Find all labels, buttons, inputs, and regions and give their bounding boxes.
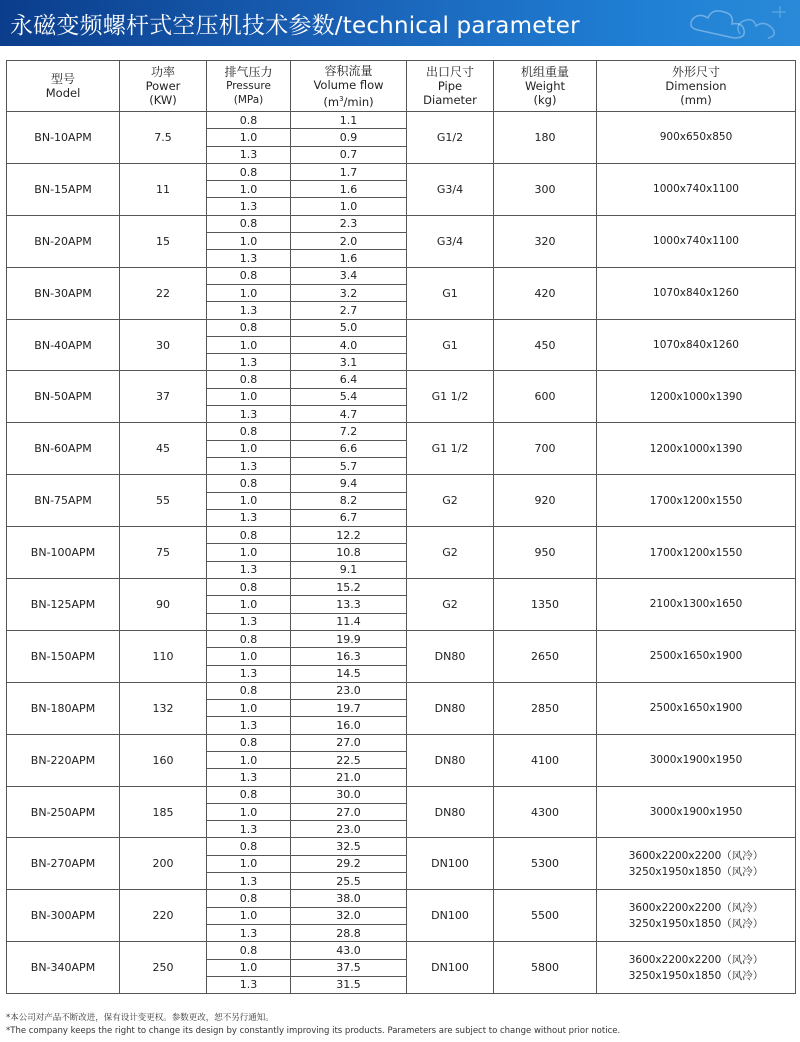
model-cell: BN-270APM xyxy=(7,838,120,890)
flow-cell: 32.5 xyxy=(291,838,407,855)
power-cell: 185 xyxy=(120,786,207,838)
dimension-cell xyxy=(597,890,796,942)
header-pipe xyxy=(407,61,494,112)
dimension-cell xyxy=(597,215,796,267)
table-row xyxy=(7,215,796,232)
dimension-cell xyxy=(597,630,796,682)
dimension-line: 1200x1000x1390 xyxy=(649,390,743,403)
table-row xyxy=(7,371,796,388)
table-header-row xyxy=(7,61,796,112)
pressure-cell: 1.0 xyxy=(207,544,291,561)
footnote-cn: *本公司对产品不断改进，保有设计变更权。参数更改，恕不另行通知。 xyxy=(6,1013,274,1023)
model-cell: BN-30APM xyxy=(7,267,120,319)
flow-cell: 14.5 xyxy=(291,665,407,682)
pressure-cell: 1.0 xyxy=(207,181,291,198)
header-pressure-en: Pressure xyxy=(226,80,271,92)
flow-cell: 1.6 xyxy=(291,181,407,198)
table-row xyxy=(7,734,796,751)
model-cell: BN-300APM xyxy=(7,890,120,942)
model-cell: BN-20APM xyxy=(7,215,120,267)
flow-cell: 2.3 xyxy=(291,215,407,232)
flow-cell: 2.0 xyxy=(291,233,407,250)
dimension-cell xyxy=(597,682,796,734)
pressure-cell: 0.8 xyxy=(207,579,291,596)
pressure-cell: 1.3 xyxy=(207,146,291,163)
header-dimension xyxy=(597,61,796,112)
pressure-cell: 0.8 xyxy=(207,163,291,180)
flow-cell: 21.0 xyxy=(291,769,407,786)
title-banner xyxy=(0,0,800,46)
weight-cell: 420 xyxy=(494,267,597,319)
dimension-line: 3000x1900x1950 xyxy=(649,806,743,819)
model-cell: BN-125APM xyxy=(7,579,120,631)
pressure-cell: 1.0 xyxy=(207,492,291,509)
power-cell: 7.5 xyxy=(120,112,207,164)
pipe-cell: DN80 xyxy=(407,682,494,734)
flow-cell: 5.7 xyxy=(291,457,407,474)
header-pipe-cn: 出口尺寸 xyxy=(425,65,474,79)
dimension-cell xyxy=(597,371,796,423)
pressure-cell: 1.0 xyxy=(207,284,291,301)
pipe-cell: G1 xyxy=(407,267,494,319)
pipe-cell: G3/4 xyxy=(407,163,494,215)
pressure-cell: 1.0 xyxy=(207,129,291,146)
weight-cell: 1350 xyxy=(494,579,597,631)
table-row xyxy=(7,579,796,596)
dimension-cell xyxy=(597,163,796,215)
pressure-cell: 1.3 xyxy=(207,354,291,371)
dimension-line: 1000x740x1100 xyxy=(653,235,739,248)
flow-cell: 22.5 xyxy=(291,751,407,768)
flow-cell: 13.3 xyxy=(291,596,407,613)
dimension-line: 1700x1200x1550 xyxy=(649,494,743,507)
pressure-cell: 0.8 xyxy=(207,942,291,959)
pressure-cell: 1.3 xyxy=(207,457,291,474)
flow-cell: 27.0 xyxy=(291,734,407,751)
dimension-line: 3000x1900x1950 xyxy=(649,754,743,767)
flow-cell: 27.0 xyxy=(291,803,407,820)
flow-cell: 9.4 xyxy=(291,475,407,492)
flow-cell: 37.5 xyxy=(291,959,407,976)
pressure-cell: 1.0 xyxy=(207,440,291,457)
header-weight-en: Weight xyxy=(524,79,566,93)
power-cell: 22 xyxy=(120,267,207,319)
header-model-en: Model xyxy=(45,86,81,100)
weight-cell: 5500 xyxy=(494,890,597,942)
dimension-line: 3600x2200x2200（风冷） xyxy=(628,901,764,914)
flow-cell: 16.3 xyxy=(291,648,407,665)
weight-cell: 5300 xyxy=(494,838,597,890)
pressure-cell: 1.0 xyxy=(207,596,291,613)
header-dimension-cn: 外形尺寸 xyxy=(671,65,720,79)
weight-cell: 700 xyxy=(494,423,597,475)
pressure-cell: 0.8 xyxy=(207,215,291,232)
dimension-line: 1700x1200x1550 xyxy=(649,546,743,559)
pressure-cell: 1.3 xyxy=(207,821,291,838)
power-cell: 132 xyxy=(120,682,207,734)
footnote-en: *The company keeps the right to change its design by constantly improving its products. Parameters are subject to change without prior notice. xyxy=(6,1026,621,1036)
table-body xyxy=(7,112,796,994)
dimension-line: 1000x740x1100 xyxy=(653,183,739,196)
pressure-cell: 0.8 xyxy=(207,734,291,751)
pressure-cell: 1.0 xyxy=(207,855,291,872)
pressure-cell: 0.8 xyxy=(207,112,291,129)
table-row xyxy=(7,163,796,180)
pressure-cell: 1.3 xyxy=(207,509,291,526)
table-row xyxy=(7,630,796,647)
header-dimension-en: Dimension xyxy=(665,79,727,93)
header-power-cn: 功率 xyxy=(150,65,175,79)
pressure-cell: 0.8 xyxy=(207,423,291,440)
pipe-cell: DN100 xyxy=(407,890,494,942)
header-volume-en: Volume flow xyxy=(313,77,384,92)
model-cell: BN-180APM xyxy=(7,682,120,734)
header-volume-unit-pre: (m xyxy=(323,94,340,109)
header-volume-cn: 容积流量 xyxy=(324,63,373,78)
table-row xyxy=(7,786,796,803)
weight-cell: 5800 xyxy=(494,942,597,994)
pressure-cell: 0.8 xyxy=(207,630,291,647)
model-cell: BN-60APM xyxy=(7,423,120,475)
pressure-cell: 0.8 xyxy=(207,527,291,544)
flow-cell: 25.5 xyxy=(291,873,407,890)
pressure-cell: 1.3 xyxy=(207,198,291,215)
pressure-cell: 0.8 xyxy=(207,267,291,284)
power-cell: 75 xyxy=(120,527,207,579)
pressure-cell: 1.3 xyxy=(207,613,291,630)
power-cell: 250 xyxy=(120,942,207,994)
header-dimension-unit: (mm) xyxy=(680,93,712,107)
pipe-cell: DN100 xyxy=(407,942,494,994)
dimension-line: 900x650x850 xyxy=(659,131,733,144)
pressure-cell: 1.0 xyxy=(207,336,291,353)
weight-cell: 180 xyxy=(494,112,597,164)
header-pipe-en2: Diameter xyxy=(423,93,477,107)
pressure-cell: 1.0 xyxy=(207,803,291,820)
flow-cell: 4.0 xyxy=(291,336,407,353)
pressure-cell: 1.0 xyxy=(207,233,291,250)
dimension-line: 3250x1950x1850（风冷） xyxy=(628,969,764,982)
header-volume-unit xyxy=(291,92,406,109)
dimension-cell xyxy=(597,423,796,475)
header-pressure xyxy=(207,61,291,112)
pipe-cell: DN80 xyxy=(407,786,494,838)
power-cell: 90 xyxy=(120,579,207,631)
table-row xyxy=(7,682,796,699)
table-row xyxy=(7,942,796,959)
flow-cell: 7.2 xyxy=(291,423,407,440)
page-title: 永磁变频螺杆式空压机技术参数/technical parameter xyxy=(10,13,580,39)
table-row xyxy=(7,267,796,284)
pressure-cell: 1.0 xyxy=(207,700,291,717)
dimension-line: 3250x1950x1850（风冷） xyxy=(628,917,764,930)
weight-cell: 300 xyxy=(494,163,597,215)
dimension-line: 3600x2200x2200（风冷） xyxy=(628,849,764,862)
table-row xyxy=(7,475,796,492)
model-cell: BN-10APM xyxy=(7,112,120,164)
weight-cell: 2650 xyxy=(494,630,597,682)
power-cell: 11 xyxy=(120,163,207,215)
power-cell: 45 xyxy=(120,423,207,475)
pipe-cell: DN80 xyxy=(407,630,494,682)
pressure-cell: 1.0 xyxy=(207,751,291,768)
dimension-line: 3250x1950x1850（风冷） xyxy=(628,865,764,878)
pressure-cell: 1.3 xyxy=(207,717,291,734)
power-cell: 200 xyxy=(120,838,207,890)
weight-cell: 450 xyxy=(494,319,597,371)
dimension-line: 2500x1650x1900 xyxy=(649,650,743,663)
power-cell: 15 xyxy=(120,215,207,267)
flow-cell: 31.5 xyxy=(291,976,407,993)
model-cell: BN-250APM xyxy=(7,786,120,838)
weight-cell: 950 xyxy=(494,527,597,579)
pressure-cell: 0.8 xyxy=(207,838,291,855)
flow-cell: 16.0 xyxy=(291,717,407,734)
pipe-cell: G1/2 xyxy=(407,112,494,164)
dimension-line: 3600x2200x2200（风冷） xyxy=(628,953,764,966)
power-cell: 220 xyxy=(120,890,207,942)
flow-cell: 5.0 xyxy=(291,319,407,336)
table-row xyxy=(7,527,796,544)
flow-cell: 11.4 xyxy=(291,613,407,630)
flow-cell: 6.7 xyxy=(291,509,407,526)
pipe-cell: G2 xyxy=(407,579,494,631)
flow-cell: 2.7 xyxy=(291,302,407,319)
flow-cell: 15.2 xyxy=(291,579,407,596)
flow-cell: 19.7 xyxy=(291,700,407,717)
flow-cell: 23.0 xyxy=(291,821,407,838)
flow-cell: 23.0 xyxy=(291,682,407,699)
pressure-cell: 1.3 xyxy=(207,665,291,682)
pressure-cell: 0.8 xyxy=(207,371,291,388)
header-volume xyxy=(291,61,407,112)
dimension-line: 1070x840x1260 xyxy=(653,339,739,351)
flow-cell: 8.2 xyxy=(291,492,407,509)
flow-cell: 12.2 xyxy=(291,527,407,544)
spec-table xyxy=(6,60,796,994)
pressure-cell: 1.0 xyxy=(207,388,291,405)
dimension-cell xyxy=(597,734,796,786)
flow-cell: 3.1 xyxy=(291,354,407,371)
flow-cell: 19.9 xyxy=(291,630,407,647)
model-cell: BN-220APM xyxy=(7,734,120,786)
dimension-cell xyxy=(597,112,796,164)
pipe-cell: G2 xyxy=(407,475,494,527)
pressure-cell: 1.3 xyxy=(207,406,291,423)
power-cell: 37 xyxy=(120,371,207,423)
flow-cell: 1.0 xyxy=(291,198,407,215)
power-cell: 55 xyxy=(120,475,207,527)
flow-cell: 3.2 xyxy=(291,284,407,301)
pressure-cell: 1.3 xyxy=(207,561,291,578)
dimension-line: 1200x1000x1390 xyxy=(649,442,743,455)
flow-cell: 1.1 xyxy=(291,112,407,129)
weight-cell: 4300 xyxy=(494,786,597,838)
pipe-cell: DN100 xyxy=(407,838,494,890)
pressure-cell: 1.0 xyxy=(207,959,291,976)
dimension-cell xyxy=(597,267,796,319)
pipe-cell: DN80 xyxy=(407,734,494,786)
flow-cell: 29.2 xyxy=(291,855,407,872)
flow-cell: 3.4 xyxy=(291,267,407,284)
pipe-cell: G2 xyxy=(407,527,494,579)
header-power-unit: (KW) xyxy=(149,93,177,107)
table-row xyxy=(7,319,796,336)
weight-cell: 320 xyxy=(494,215,597,267)
pipe-cell: G3/4 xyxy=(407,215,494,267)
weight-cell: 920 xyxy=(494,475,597,527)
flow-cell: 28.8 xyxy=(291,924,407,941)
dimension-cell xyxy=(597,475,796,527)
weight-cell: 4100 xyxy=(494,734,597,786)
header-volume-unit-post: /min) xyxy=(343,94,374,109)
power-cell: 160 xyxy=(120,734,207,786)
pressure-cell: 0.8 xyxy=(207,890,291,907)
weight-cell: 2850 xyxy=(494,682,597,734)
pressure-cell: 1.3 xyxy=(207,924,291,941)
power-cell: 110 xyxy=(120,630,207,682)
flow-cell: 38.0 xyxy=(291,890,407,907)
flow-cell: 5.4 xyxy=(291,388,407,405)
header-pressure-unit: (MPa) xyxy=(233,94,264,106)
pressure-cell: 0.8 xyxy=(207,682,291,699)
table-row xyxy=(7,112,796,129)
model-cell: BN-15APM xyxy=(7,163,120,215)
flow-cell: 6.6 xyxy=(291,440,407,457)
pipe-cell: G1 1/2 xyxy=(407,423,494,475)
table-row xyxy=(7,838,796,855)
header-pressure-cn: 排气压力 xyxy=(224,65,273,79)
header-power-en: Power xyxy=(145,79,181,93)
header-weight xyxy=(494,61,597,112)
dimension-line: 2100x1300x1650 xyxy=(649,598,743,611)
flow-cell: 32.0 xyxy=(291,907,407,924)
dimension-line: 2500x1650x1900 xyxy=(649,702,743,715)
pressure-cell: 1.0 xyxy=(207,907,291,924)
pipe-cell: G1 xyxy=(407,319,494,371)
weight-cell: 600 xyxy=(494,371,597,423)
pressure-cell: 0.8 xyxy=(207,319,291,336)
footnotes xyxy=(6,1012,620,1038)
dimension-cell xyxy=(597,838,796,890)
flow-cell: 0.9 xyxy=(291,129,407,146)
flow-cell: 30.0 xyxy=(291,786,407,803)
header-power xyxy=(120,61,207,112)
flow-cell: 1.6 xyxy=(291,250,407,267)
pressure-cell: 1.3 xyxy=(207,769,291,786)
model-cell: BN-340APM xyxy=(7,942,120,994)
header-weight-unit: (kg) xyxy=(533,93,557,107)
dimension-cell xyxy=(597,786,796,838)
flow-cell: 4.7 xyxy=(291,406,407,423)
pressure-cell: 1.3 xyxy=(207,873,291,890)
pressure-cell: 1.3 xyxy=(207,250,291,267)
model-cell: BN-150APM xyxy=(7,630,120,682)
header-weight-cn: 机组重量 xyxy=(520,65,569,79)
flow-cell: 10.8 xyxy=(291,544,407,561)
model-cell: BN-75APM xyxy=(7,475,120,527)
header-volume-unit-sup: 3 xyxy=(339,94,344,103)
table-row xyxy=(7,423,796,440)
model-cell: BN-40APM xyxy=(7,319,120,371)
dimension-cell xyxy=(597,527,796,579)
pipe-cell: G1 1/2 xyxy=(407,371,494,423)
power-cell: 30 xyxy=(120,319,207,371)
header-pipe-en: Pipe xyxy=(437,79,463,93)
dimension-cell xyxy=(597,579,796,631)
flow-cell: 9.1 xyxy=(291,561,407,578)
header-model-cn: 型号 xyxy=(50,72,75,86)
pressure-cell: 0.8 xyxy=(207,475,291,492)
table-row xyxy=(7,890,796,907)
model-cell: BN-100APM xyxy=(7,527,120,579)
pressure-cell: 1.3 xyxy=(207,302,291,319)
pressure-cell: 1.0 xyxy=(207,648,291,665)
dimension-line: 1070x840x1260 xyxy=(653,287,739,300)
cloud-ornament-icon xyxy=(680,0,800,46)
flow-cell: 0.7 xyxy=(291,146,407,163)
pressure-cell: 1.3 xyxy=(207,976,291,993)
model-cell: BN-50APM xyxy=(7,371,120,423)
flow-cell: 43.0 xyxy=(291,942,407,959)
header-model xyxy=(7,61,120,112)
dimension-cell xyxy=(597,319,796,371)
flow-cell: 6.4 xyxy=(291,371,407,388)
pressure-cell: 0.8 xyxy=(207,786,291,803)
flow-cell: 1.7 xyxy=(291,163,407,180)
dimension-cell xyxy=(597,942,796,994)
